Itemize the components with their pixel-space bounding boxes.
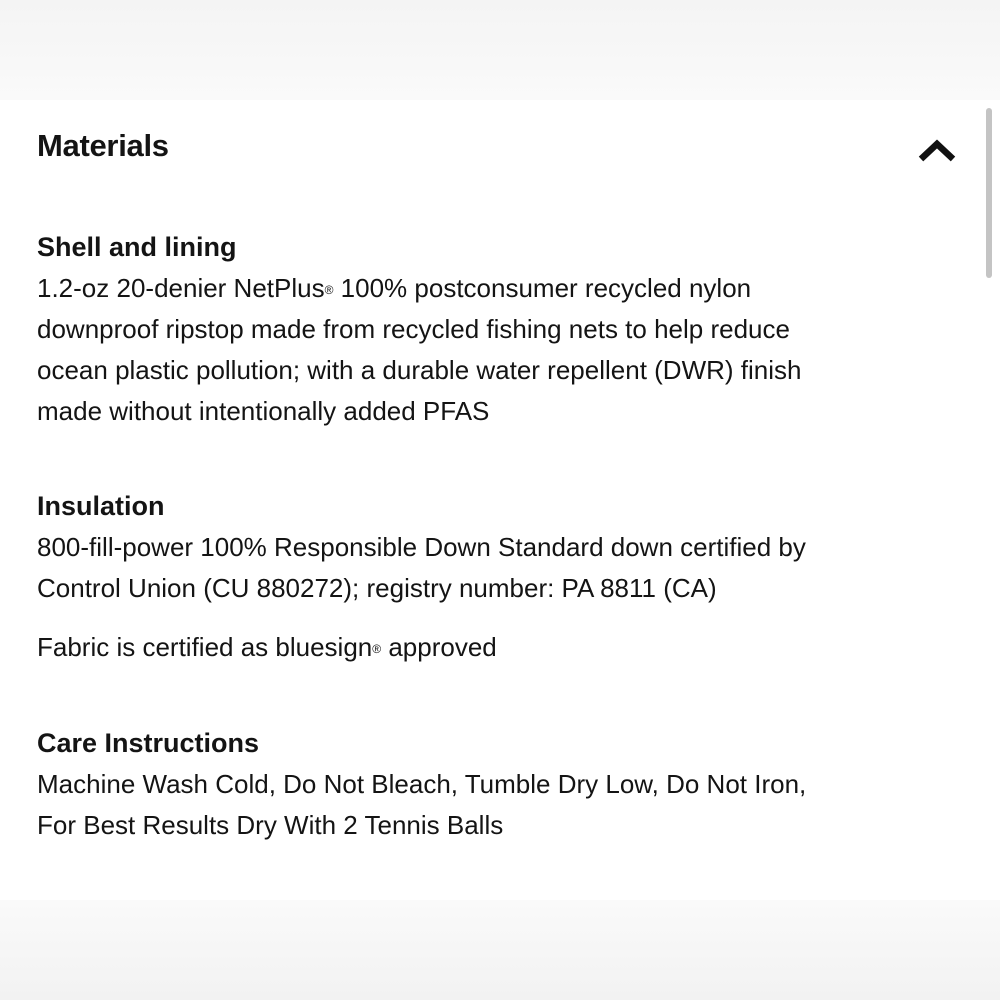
body-line: 800-fill-power 100% Responsible Down Standard down certified by bbox=[37, 532, 806, 562]
body-text: 100% postconsumer recycled nylon bbox=[333, 273, 752, 303]
section-care-instructions bbox=[37, 723, 937, 846]
certification-note bbox=[37, 627, 937, 668]
chevron-up-icon[interactable] bbox=[915, 134, 959, 166]
accordion-title: Materials bbox=[37, 128, 169, 163]
materials-panel bbox=[0, 100, 1000, 900]
registered-mark: ® bbox=[372, 642, 382, 656]
body-line: ocean plastic pollution; with a durable water repellent (DWR) finish bbox=[37, 355, 802, 385]
section-body bbox=[37, 764, 937, 846]
section-body bbox=[37, 268, 937, 432]
section-insulation bbox=[37, 486, 937, 668]
bottom-background bbox=[0, 900, 1000, 1000]
body-text: Fabric is certified as bluesign bbox=[37, 632, 373, 662]
section-heading: Shell and lining bbox=[37, 232, 237, 262]
body-line: made without intentionally added PFAS bbox=[37, 396, 490, 426]
top-background bbox=[0, 0, 1000, 100]
registered-mark: ® bbox=[324, 283, 334, 297]
section-heading: Care Instructions bbox=[37, 728, 260, 758]
body-text: approved bbox=[381, 632, 497, 662]
body-line: For Best Results Dry With 2 Tennis Balls bbox=[37, 810, 504, 840]
section-body bbox=[37, 527, 937, 609]
body-line: Machine Wash Cold, Do Not Bleach, Tumble Dry Low, Do Not Iron, bbox=[37, 769, 807, 799]
body-line: downproof ripstop made from recycled fishing nets to help reduce bbox=[37, 314, 790, 344]
section-heading: Insulation bbox=[37, 491, 165, 521]
scrollbar-thumb[interactable] bbox=[986, 108, 992, 278]
body-text: 1.2-oz 20-denier NetPlus bbox=[37, 273, 325, 303]
body-line bbox=[37, 268, 937, 309]
body-line: Control Union (CU 880272); registry number: PA 8811 (CA) bbox=[37, 573, 717, 603]
section-shell-and-lining bbox=[37, 227, 937, 432]
accordion-header[interactable] bbox=[0, 100, 1000, 200]
